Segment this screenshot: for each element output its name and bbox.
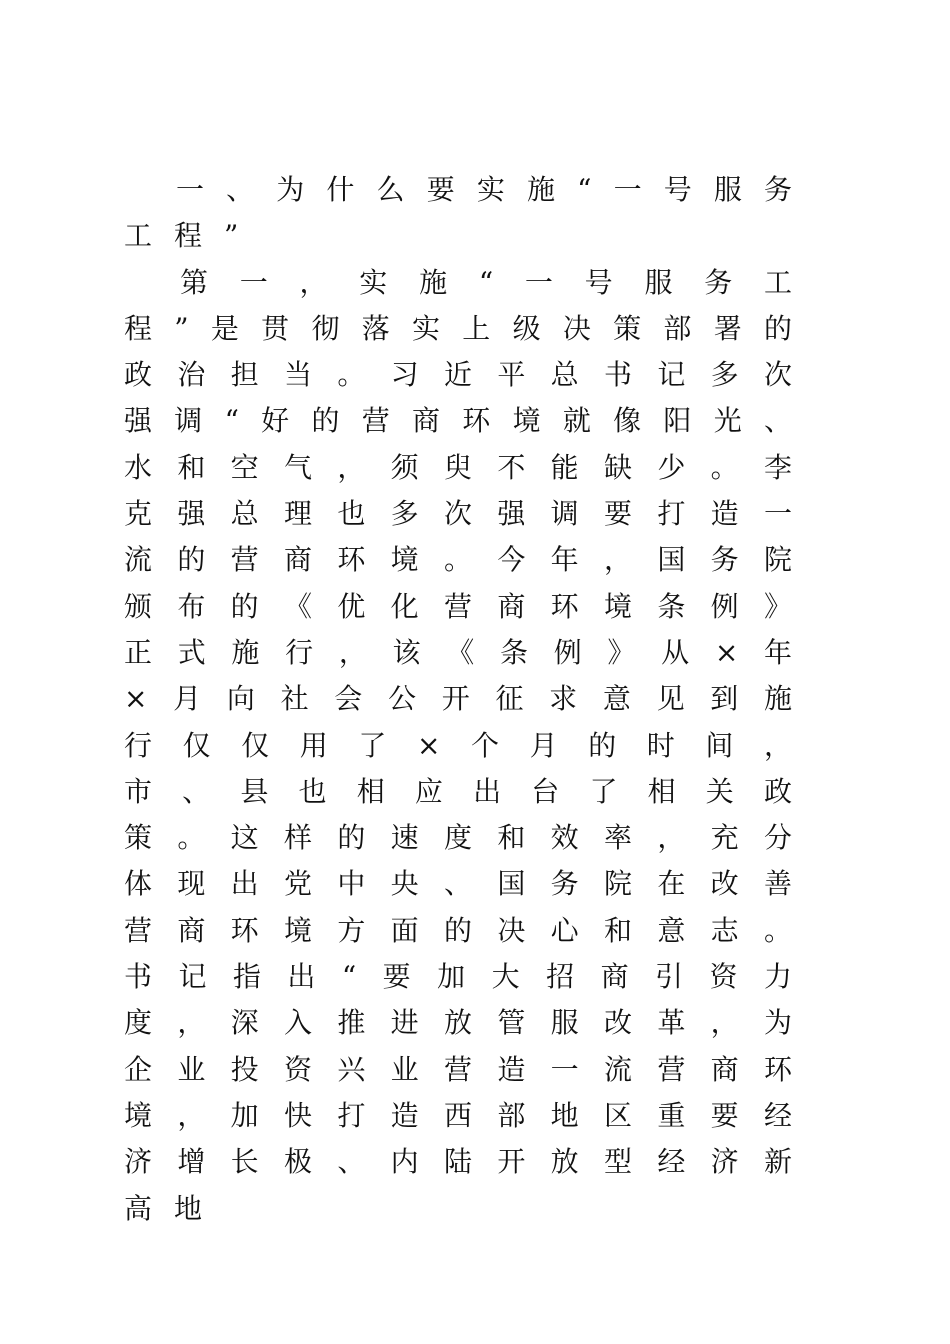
- body-paragraph: 第一，实施“一号服务工程”是贯彻落实上级决策部署的政治担当。习近平总书记多次强调“好的营商环境就像阳光、水和空气，须臾不能缺少。李克强总理也多次强调要打造一流的营商环境。今年，国务院颁布的《优化营商环境条例》正式施行，该《条例》从×年×月向社会公开征求意见到施行仅仅用了×个月的时间，市、县也相应出台了相关政策。这样的速度和效率，充分体现出党中央、国务院在改善营商环境方面的决心和意志。书记指出“要加大招商引资力度，深入推进放管服改革，为企业投资兴业营造一流营商环境，加快打造西部地区重要经济增长极、内陆开放型经济新高地: [124, 265, 814, 1225]
- section-heading: 一、为什么要实施“一号服务工程”: [124, 173, 814, 253]
- document-body: [124, 167, 814, 1232]
